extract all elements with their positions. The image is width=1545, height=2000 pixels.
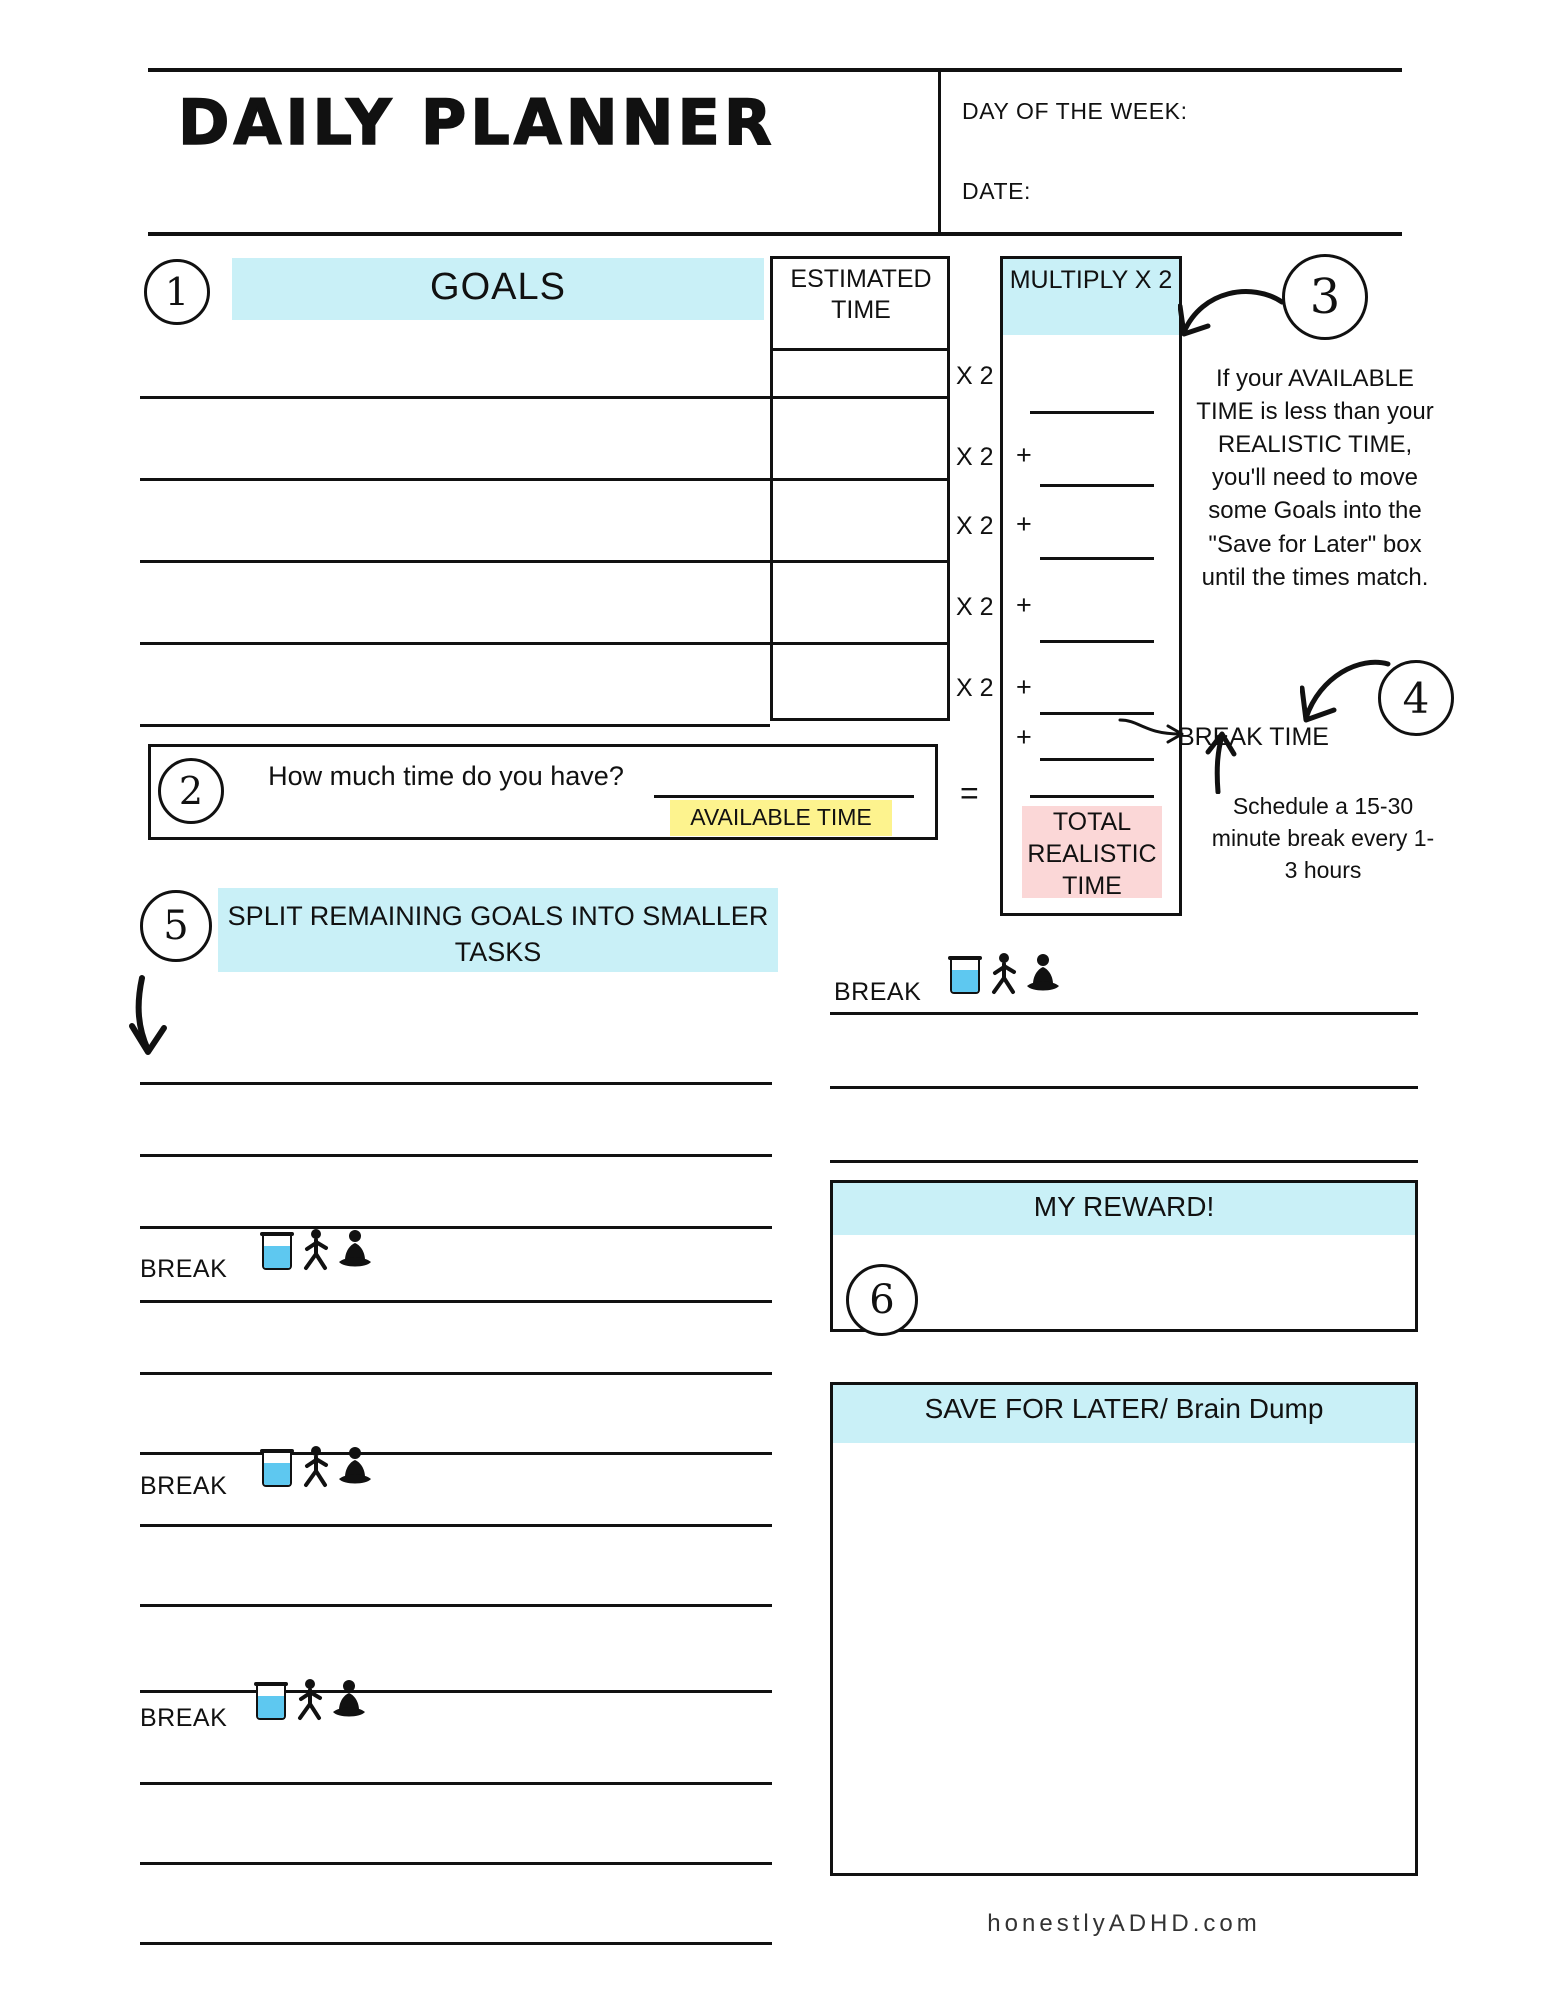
multiply-break-write-line[interactable] [1040,758,1154,761]
save-for-later-title: SAVE FOR LATER/ Brain Dump [924,1393,1324,1424]
step-3-badge: 3 [1282,254,1368,340]
estimated-time-row-divider [770,396,950,399]
walking-person-icon [300,1228,330,1272]
plus-sign: + [1016,509,1032,539]
walking-person-icon [300,1445,330,1489]
plus-sign: + [1016,672,1032,702]
meditating-person-icon [1024,952,1062,996]
break-label: BREAK [834,978,922,1006]
plus-sign: + [1016,590,1032,620]
header-bottom-rule [148,232,1402,236]
save-for-later-box[interactable] [830,1382,1418,1876]
water-glass-icon [948,956,982,996]
up-arrow-icon [1200,730,1240,794]
available-time-chip-label: AVAILABLE TIME [690,804,872,830]
plus-sign: + [1016,722,1032,752]
footer-url: honestlyADHD.com [987,1910,1261,1937]
estimated-time-row-divider [770,560,950,563]
multiply-title: MULTIPLY X 2 [1009,266,1173,294]
x2-label: X 2 [956,593,994,621]
task-line[interactable] [140,1524,772,1527]
curved-arrow-to-step-3 [1178,272,1298,358]
task-line[interactable] [140,1942,772,1945]
task-line[interactable] [140,1862,772,1865]
page-title: DAILY PLANNER [178,86,776,159]
multiply-write-line[interactable] [1030,411,1154,414]
multiply-write-line[interactable] [1040,484,1154,487]
total-divider [1030,795,1154,798]
estimated-time-label: ESTIMATED TIME [790,265,932,325]
goals-title: GOALS [430,266,566,308]
x2-label: X 2 [956,674,994,702]
date-label: DATE: [962,178,1032,204]
goal-line[interactable] [140,560,770,563]
header-top-rule [148,68,1402,72]
estimated-time-row-divider [770,478,950,481]
right-task-line[interactable] [830,1012,1418,1015]
split-tasks-title: SPLIT REMAINING GOALS INTO SMALLER TASKS [227,901,769,968]
water-glass-icon [254,1682,288,1722]
total-realistic-label: TOTAL REALISTIC TIME [1027,808,1157,900]
break-icon-group [260,1228,374,1272]
step-4-badge: 4 [1378,660,1454,736]
my-reward-title: MY REWARD! [1033,1191,1215,1222]
available-time-write-line[interactable] [654,795,914,798]
task-line[interactable] [140,1154,772,1157]
available-time-question: How much time do you have? [268,761,624,791]
break-icon-group [254,1678,368,1722]
task-line[interactable] [140,1782,772,1785]
break-icon-group [948,952,1062,996]
break-icon-group [260,1445,374,1489]
water-glass-icon [260,1232,294,1272]
x2-label: X 2 [956,443,994,471]
plus-sign: + [1016,440,1032,470]
x2-label: X 2 [956,362,994,390]
goal-line[interactable] [140,478,770,481]
multiply-write-line[interactable] [1040,712,1154,715]
walking-person-icon [988,952,1018,996]
multiply-write-line[interactable] [1040,557,1154,560]
right-task-line[interactable] [830,1160,1418,1163]
date-write-line[interactable] [1060,208,1390,210]
task-line[interactable] [140,1452,772,1455]
walking-person-icon [294,1678,324,1722]
meditating-person-icon [330,1678,368,1722]
task-line[interactable] [140,1604,772,1607]
right-task-line[interactable] [830,1086,1418,1089]
step-6-badge: 6 [846,1264,918,1336]
break-label: BREAK [140,1472,228,1500]
multiply-write-line[interactable] [1040,640,1154,643]
task-line[interactable] [140,1690,772,1693]
meditating-person-icon [336,1445,374,1489]
task-line[interactable] [140,1226,772,1229]
header-vertical-divider [938,68,941,236]
step-3-note: If your AVAILABLE TIME is less than your REALISTIC TIME, you'll need to move some Goals into the "Save for Later" box until the times match. [1196,365,1434,591]
water-glass-icon [260,1449,294,1489]
down-arrow-icon [124,972,184,1062]
task-line[interactable] [140,1300,772,1303]
day-of-week-label: DAY OF THE WEEK: [962,98,1188,124]
step-4-note: Schedule a 15-30 minute break every 1-3 hours [1211,793,1435,884]
break-label: BREAK [140,1704,228,1732]
goal-line[interactable] [140,396,770,399]
task-line[interactable] [140,1372,772,1375]
goal-line[interactable] [140,724,770,727]
step-1-badge: 1 [144,259,210,325]
break-time-label: BREAK TIME [1178,723,1329,751]
break-label: BREAK [140,1255,228,1283]
equals-sign: = [960,775,979,811]
meditating-person-icon [336,1228,374,1272]
estimated-time-row-divider [770,348,950,351]
day-of-week-write-line[interactable] [1178,128,1388,130]
estimated-time-row-divider [770,642,950,645]
step-5-badge: 5 [140,890,212,962]
x2-label: X 2 [956,512,994,540]
task-line[interactable] [140,1082,772,1085]
step-2-badge: 2 [158,758,224,824]
goal-line[interactable] [140,642,770,645]
